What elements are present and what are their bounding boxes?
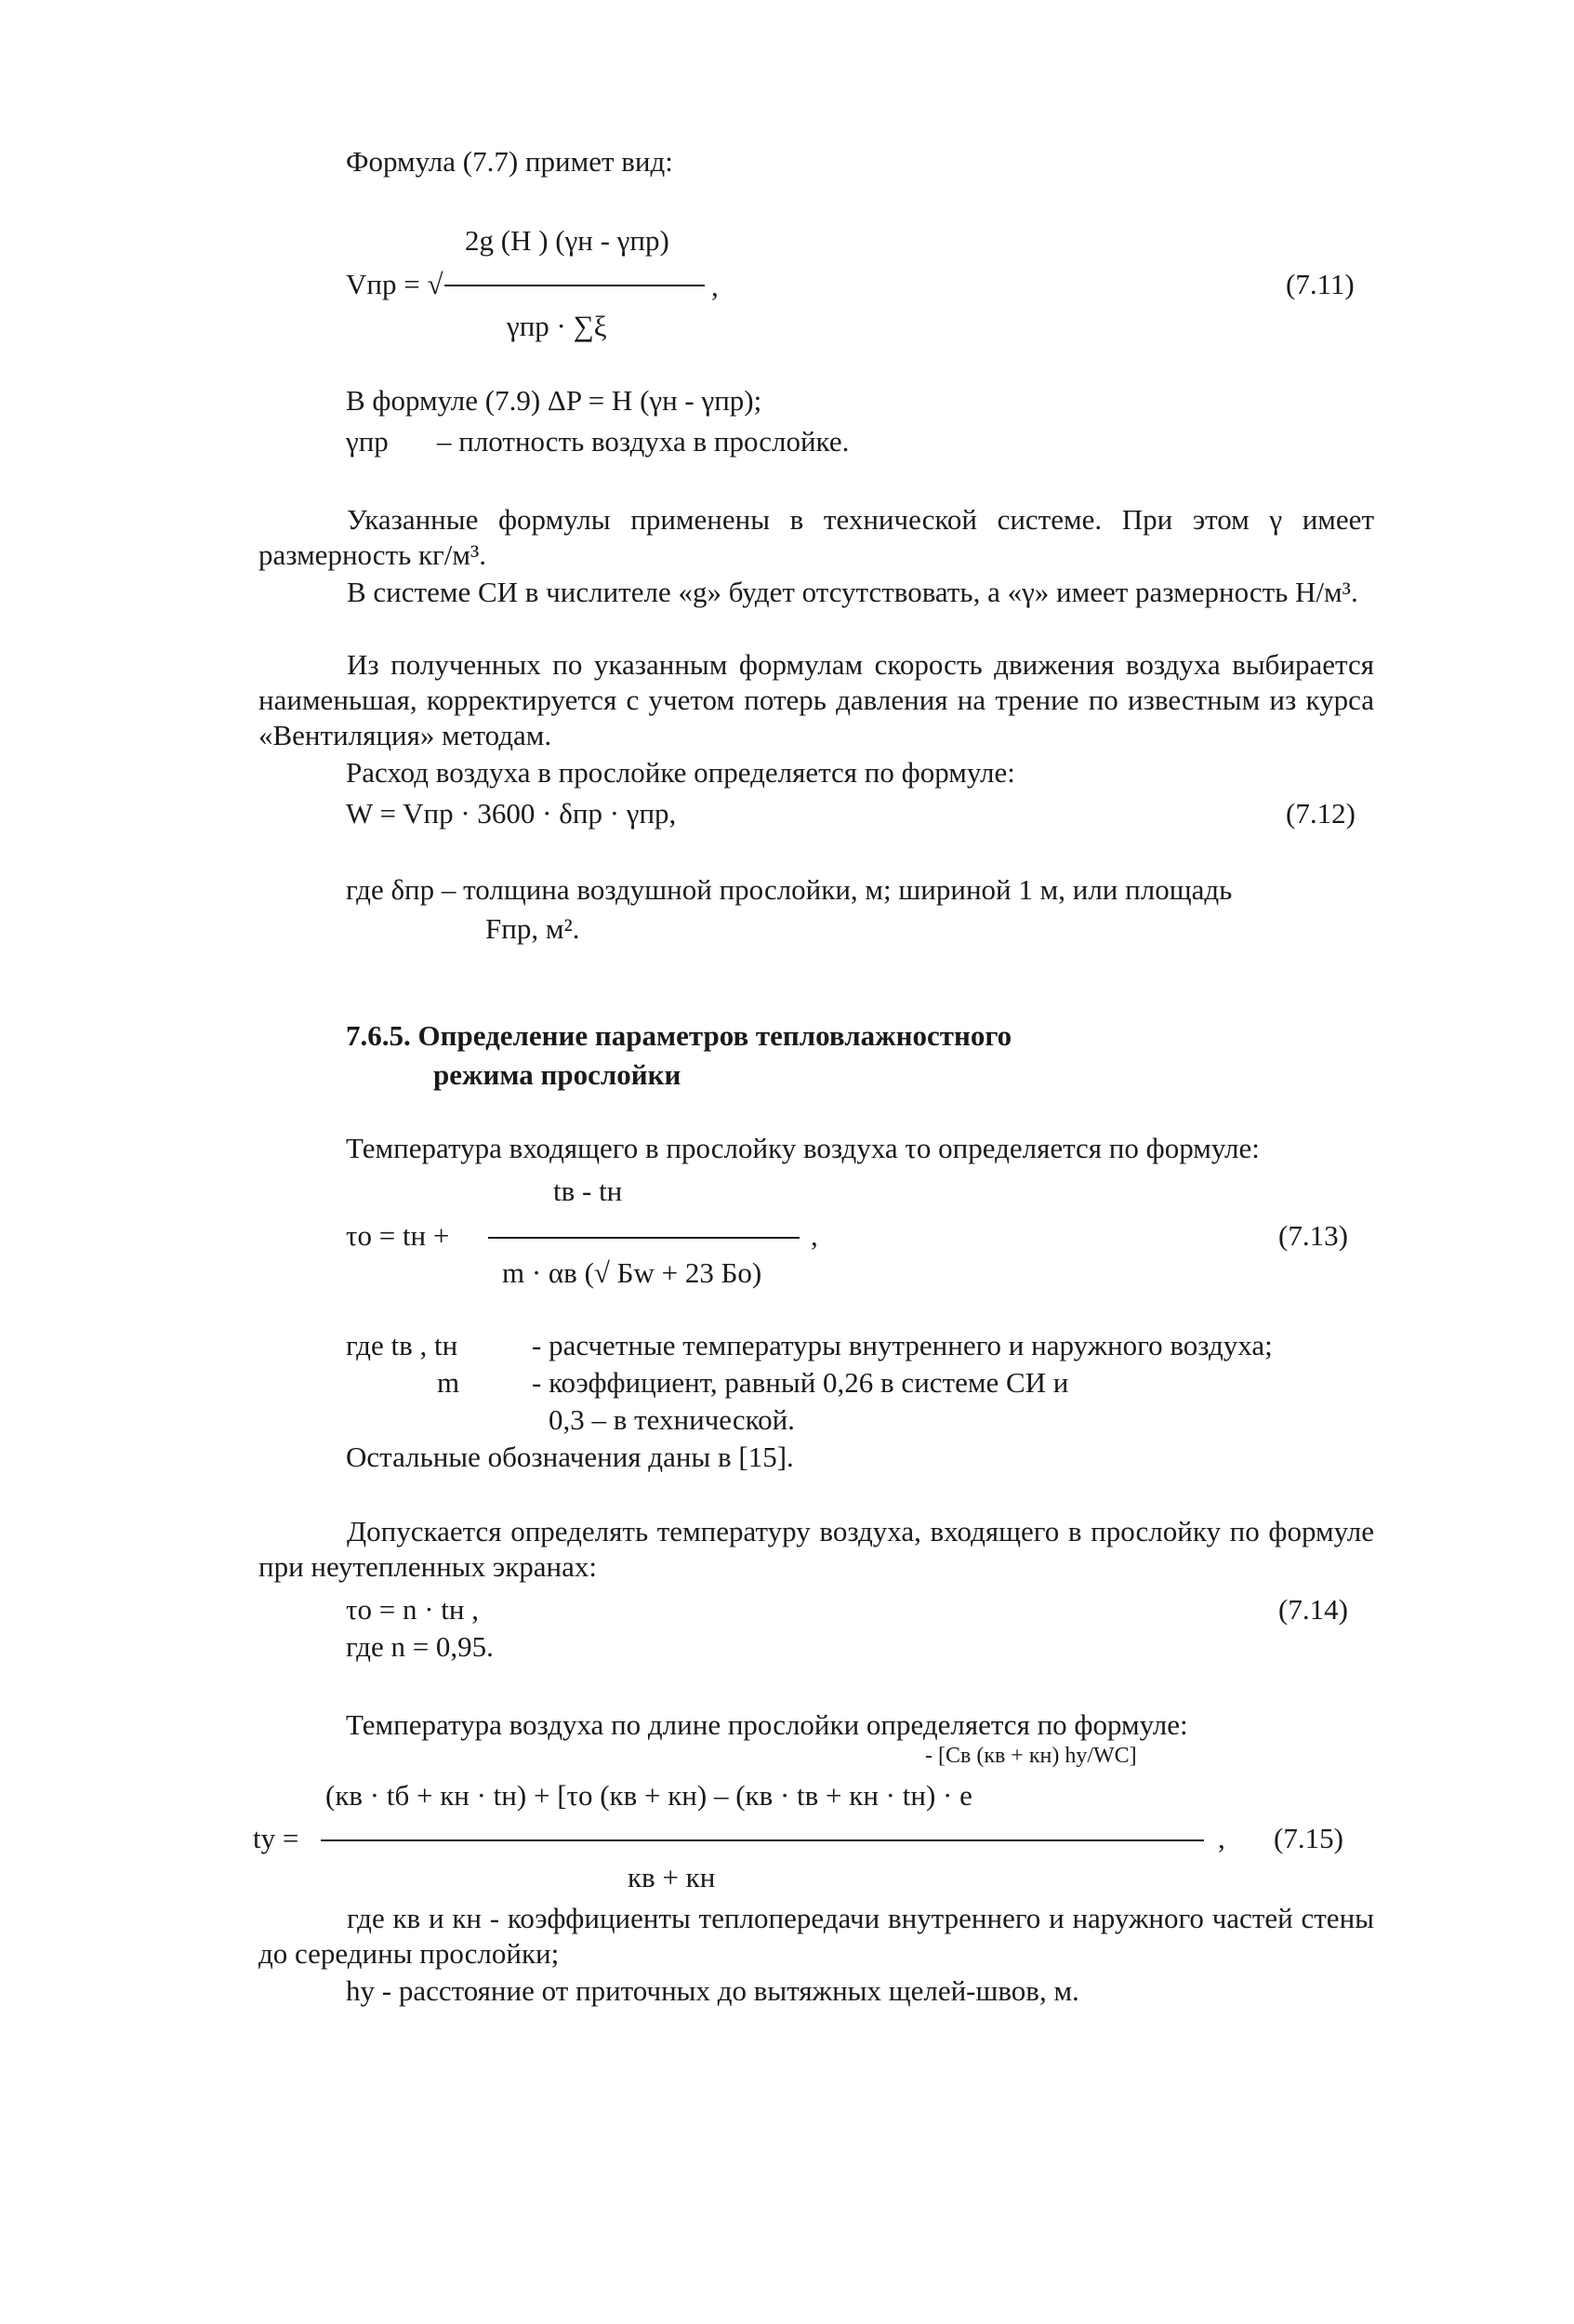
where-7-13-def2: - коэффициент, равный 0,26 в системе СИ и [532,1366,1069,1399]
paragraph-allowed [258,1514,1374,1585]
intro-text: Формула (7.7) примет вид: [346,145,673,178]
hy-definition: hу - расстояние от приточных до вытяжных щелей-швов, м. [346,1974,1079,2007]
paragraph-velocity [258,647,1374,752]
eq-number: (7.13) [1278,1219,1348,1252]
where-7-13-sym1: где tв , tн [346,1329,458,1361]
paragraph-text: В системе СИ в числителе «g» будет отсутствовать, а «γ» имеет размерность Н/м³. [347,576,1358,608]
eq-lhs: Vпр = √ [346,268,443,300]
equation-7-14: τо = n · tн , [346,1593,479,1626]
where-7-13-def2b: 0,3 – в технической. [549,1403,795,1436]
eq-number: (7.14) [1278,1593,1348,1626]
paragraph-flow: Расход воздуха в прослойке определяется по формуле: [346,756,1015,789]
paragraph-inlet-temp: Температура входящего в прослойку воздуха τо определяется по формуле: [346,1132,1260,1164]
section-heading-line2: режима прослойки [433,1058,681,1091]
fraction-bar [321,1839,1204,1841]
eq-numerator: (кв · tб + кн · tн) + [τо (кв + кн) – (кв · tв + кн · tн) · е [325,1779,972,1812]
paragraph-units-si [258,575,1374,610]
eq-numerator: 2g (H ) (γн - γпр) [465,224,669,257]
eq-exponent: - [Св (кв + кн) hу/WC] [925,1744,1137,1768]
eq-number: (7.12) [1286,797,1356,830]
paragraph-text: Из полученных по указанным формулам скорость движения воздуха выбирается наименьшая, корректируется с учетом потерь давления на трение по известным из курса «Вентиляция» методам. [258,648,1374,751]
eq-comma: , [1218,1822,1225,1854]
eq-denominator: кв + кн [628,1861,716,1893]
eq-lhs: τо = tн + [346,1219,450,1252]
paragraph-where-7-15 [258,1901,1374,1972]
paragraph-text: где кв и кн - коэффициенты теплопередачи внутреннего и наружного частей стены до середины прослойки; [258,1902,1374,1970]
fraction-bar [444,285,705,286]
eq-number: (7.11) [1286,268,1355,300]
paragraph-other-notation: Остальные обозначения даны в [15]. [346,1441,794,1473]
where-7-14: где n = 0,95. [346,1630,494,1663]
eq-denominator: m · αв (√ Бw + 23 Бо) [502,1256,762,1289]
gamma-definition: – плотность воздуха в прослойке. [437,425,850,458]
paragraph-length-temp: Температура воздуха по длине прослойки определяется по формуле: [346,1708,1188,1741]
where-7-13-def1: - расчетные температуры внутреннего и наружного воздуха; [532,1329,1273,1361]
gamma-symbol: γпр [346,425,389,458]
where-7-12-line1: где δпр – толщина воздушной прослойки, м; шириной 1 м, или площадь [346,873,1233,906]
eq-comma: , [711,270,719,302]
eq-lhs: tу = [253,1822,299,1854]
eq-comma: , [811,1219,818,1252]
paragraph-text: Допускается определять температуру воздуха, входящего в прослойку по формуле при неутепленных экранах: [258,1515,1374,1583]
section-heading-line1: 7.6.5. Определение параметров тепловлажностного [346,1019,1012,1052]
where-7-12-line2: Fпр, м². [485,912,580,945]
eq-denominator: γпр · ∑ξ [507,310,607,342]
fraction-bar [488,1237,800,1239]
paragraph-text: Указанные формулы применены в технической системе. При этом γ имеет размерность кг/м³. [258,503,1374,571]
note-dp: В формуле (7.9) ΔP = H (γн - γпр); [346,384,762,417]
paragraph-units-tech [258,502,1374,573]
eq-numerator: tв - tн [553,1175,623,1207]
where-7-13-sym2: m [437,1366,460,1399]
equation-7-12: W = Vпр · 3600 · δпр · γпр, [346,797,677,830]
eq-number: (7.15) [1274,1822,1343,1854]
